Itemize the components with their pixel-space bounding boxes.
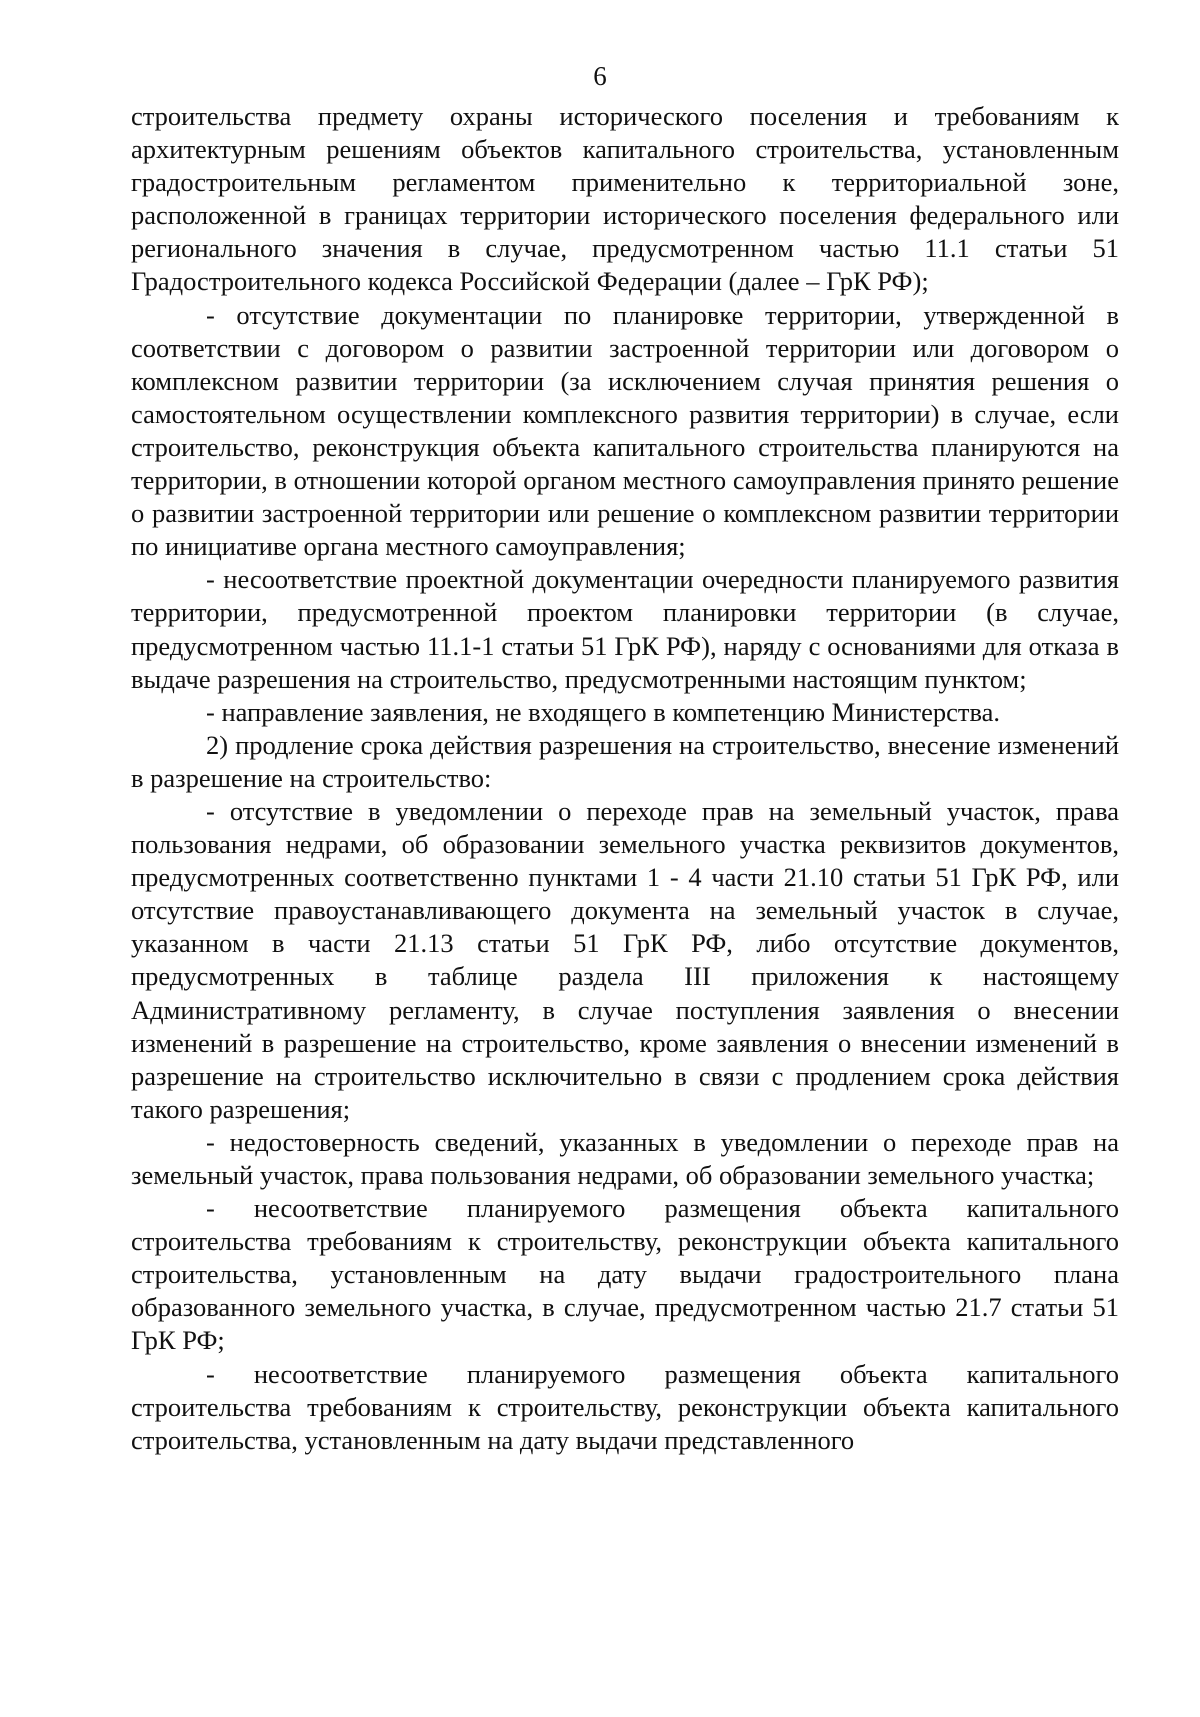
page-number: 6 [593, 61, 607, 91]
paragraph: - недостоверность сведений, указанных в уведомлении о переходе прав на земельный участок, права пользования недрами, об образовании земельного участка; [131, 1126, 1119, 1190]
paragraph: - несоответствие планируемого размещения объекта капитального строительства требованиям к строительству, реконструкции объекта капитального строительства, установленным на дату выдачи представленного [131, 1358, 1119, 1455]
document-body [131, 100, 1119, 1457]
paragraph-continuation: строительства предмету охраны исторического поселения и требованиям к архитектурным решениям объектов капитального строительства, установленным градостроительным регламентом применительно к территориальной зоне, расположенной в границах территории исторического поселения федерального или регионального значения в случае, предусмотренном частью 11.1 статьи 51 Градостроительного кодекса Российской Федерации (далее – ГрК РФ); [131, 101, 1119, 297]
paragraph: - отсутствие в уведомлении о переходе прав на земельный участок, права пользования недрами, об образовании земельного участка реквизитов документов, предусмотренных соответственно пунктами 1 - 4 части 21.10 статьи 51 ГрК РФ, или отсутствие правоустанавливающего документа на земельный участок в случае, указанном в части 21.13 статьи 51 ГрК РФ, либо отсутствие документов, предусмотренных в таблице раздела III приложения к настоящему Административному регламенту, в случае поступления заявления о внесении изменений в разрешение на строительство, кроме заявления о внесении изменений в разрешение на строительство исключительно в связи с продлением срока действия такого разрешения; [131, 795, 1119, 1124]
paragraph: - несоответствие планируемого размещения объекта капитального строительства требованиям к строительству, реконструкции объекта капитального строительства, установленным на дату выдачи градостроительного плана образованного земельного участка, в случае, предусмотренном частью 21.7 статьи 51 ГрК РФ; [131, 1193, 1119, 1356]
paragraph: - направление заявления, не входящего в компетенцию Министерства. [206, 696, 1001, 727]
paragraph: - несоответствие проектной документации очередности планируемого развития территории, предусмотренной проектом планировки территории (в случае, предусмотренном частью 11.1-1 статьи 51 ГрК РФ), наряду с основаниями для отказа в выдаче разрешения на строительство, предусмотренными настоящим пунктом; [131, 564, 1119, 694]
paragraph: - отсутствие документации по планировке территории, утвержденной в соответствии с договором о развитии застроенной территории или договором о комплексном развитии территории (за исключением случая принятия решения о самостоятельном осуществлении комплексного развития территории) в случае, если строительство, реконструкция объекта капитального строительства планируются на территории, в отношении которой органом местного самоуправления принято решение о развитии застроенной территории или решение о комплексном развитии территории по инициативе органа местного самоуправления; [131, 299, 1119, 562]
paragraph: 2) продление срока действия разрешения на строительство, внесение изменений в разрешение на строительство: [131, 729, 1119, 793]
